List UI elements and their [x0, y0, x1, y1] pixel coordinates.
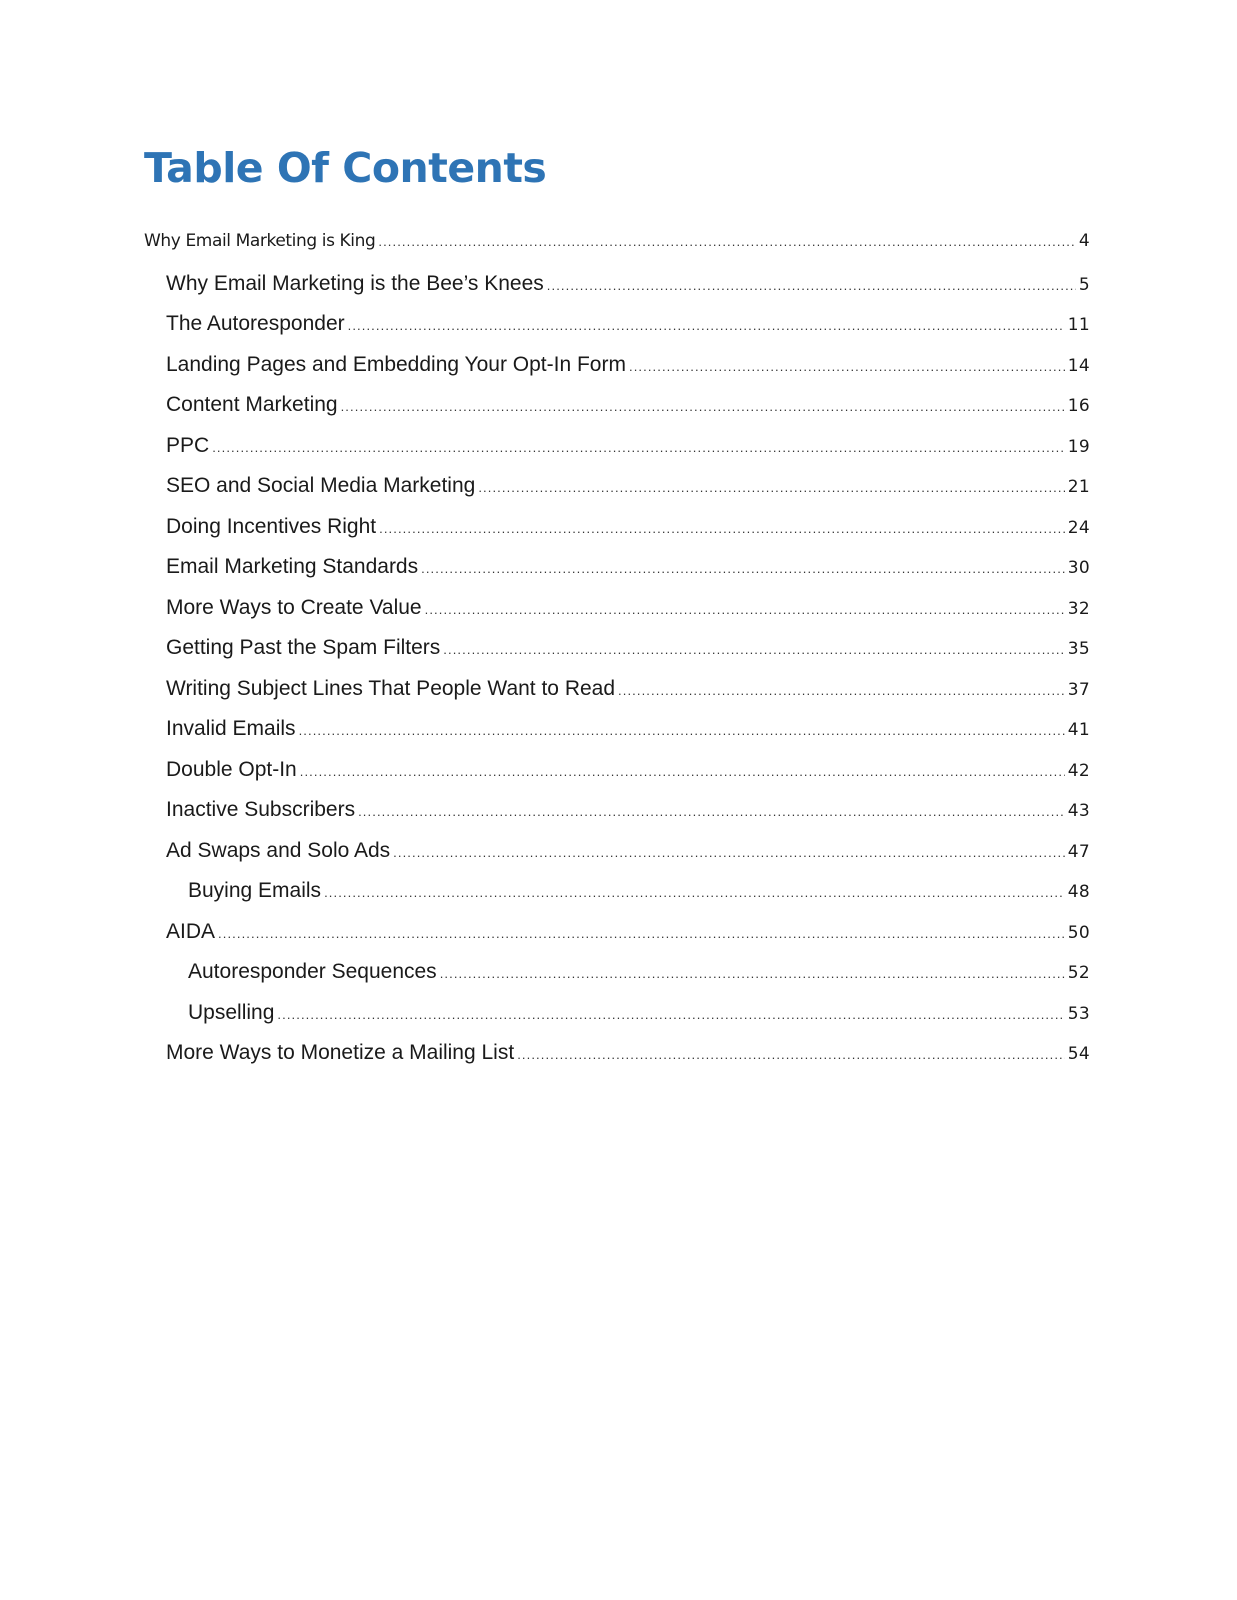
toc-entry-label: AIDA	[166, 919, 216, 943]
toc-entry-page-number: 16	[1067, 396, 1090, 416]
dot-leader	[299, 723, 1065, 738]
toc-entry-page-number: 53	[1067, 1003, 1090, 1024]
dot-leader	[358, 804, 1065, 819]
toc-entry[interactable]	[166, 758, 1090, 790]
toc-entry-label: Landing Pages and Embedding Your Opt-In Form	[166, 352, 626, 376]
toc-entry-page-number: 32	[1067, 598, 1090, 619]
toc-entry[interactable]	[166, 717, 1090, 749]
toc-entry-page-number: 37	[1067, 679, 1090, 700]
toc-entry-label: SEO and Social Media Marketing	[166, 474, 476, 497]
toc-entry-page-number: 43	[1067, 801, 1090, 821]
toc-entry-page-number: 21	[1067, 477, 1090, 497]
toc-entry-label: Ad Swaps and Solo Ads	[166, 838, 391, 862]
toc-entry-page-number: 11	[1067, 315, 1090, 335]
dot-leader	[425, 602, 1065, 617]
toc-entry-label: Why Email Marketing is King	[144, 231, 376, 251]
toc-entry[interactable]	[166, 839, 1090, 871]
dot-leader	[393, 845, 1065, 860]
toc-entry-label: The Autoresponder	[166, 312, 345, 335]
toc-entry-page-number: 35	[1067, 639, 1090, 659]
dot-leader	[212, 440, 1065, 455]
toc-entry-page-number: 50	[1067, 922, 1090, 943]
toc-entry-page-number: 4	[1078, 231, 1090, 251]
toc-entry-label: Email Marketing Standards	[166, 555, 419, 578]
toc-entry-page-number: 52	[1067, 963, 1090, 983]
dot-leader	[478, 480, 1064, 495]
toc-entry-page-number: 48	[1067, 882, 1090, 902]
toc-entry-page-number: 30	[1067, 558, 1090, 578]
dot-leader	[517, 1047, 1065, 1062]
toc-entry-page-number: 19	[1067, 436, 1090, 457]
toc-entry[interactable]	[166, 677, 1090, 709]
toc-entry-page-number: 5	[1078, 274, 1090, 295]
toc-entry-page-number: 54	[1067, 1044, 1090, 1064]
toc-entry[interactable]	[188, 879, 1090, 911]
dot-leader	[547, 278, 1076, 293]
toc-entry[interactable]	[166, 474, 1090, 506]
toc-entry[interactable]	[166, 920, 1090, 952]
toc-entry[interactable]	[166, 555, 1090, 587]
dot-leader	[324, 885, 1065, 900]
toc-entry-page-number: 47	[1067, 841, 1090, 862]
dot-leader	[421, 561, 1065, 576]
dot-leader	[440, 966, 1065, 981]
toc-entry[interactable]	[166, 353, 1090, 385]
page-title: Table Of Contents	[144, 144, 547, 192]
toc-entry-label: Content Marketing	[166, 393, 338, 416]
dot-leader	[379, 521, 1065, 536]
toc-entry[interactable]	[166, 515, 1090, 547]
toc-entry-label: PPC	[166, 433, 210, 457]
toc-entry-label: More Ways to Monetize a Mailing List	[166, 1041, 515, 1064]
dot-leader	[218, 926, 1065, 941]
toc-entry-label: Buying Emails	[188, 879, 322, 902]
dot-leader	[443, 642, 1064, 657]
toc-entry[interactable]	[166, 272, 1090, 304]
dot-leader	[341, 399, 1065, 414]
toc-entry-page-number: 14	[1067, 355, 1090, 376]
toc-entry-label: Getting Past the Spam Filters	[166, 636, 441, 659]
dot-leader	[348, 318, 1065, 333]
dot-leader	[277, 1007, 1064, 1022]
toc-entry-page-number: 24	[1067, 517, 1090, 538]
dot-leader	[618, 683, 1065, 698]
toc-entry-page-number: 41	[1067, 720, 1090, 740]
toc-entry-label: Double Opt-In	[166, 757, 297, 781]
dot-leader	[629, 359, 1065, 374]
toc-entry-label: Invalid Emails	[166, 717, 296, 740]
toc-entry-label: More Ways to Create Value	[166, 595, 422, 619]
toc-entry-label: Doing Incentives Right	[166, 514, 377, 538]
toc-entry-page-number: 42	[1067, 760, 1090, 781]
toc-entry[interactable]	[188, 1001, 1090, 1033]
toc-entry[interactable]	[166, 798, 1090, 830]
dot-leader	[300, 764, 1065, 779]
toc-entry[interactable]	[188, 960, 1090, 992]
toc-entry-label: Upselling	[188, 1000, 275, 1024]
toc-entry[interactable]	[144, 231, 1090, 263]
toc-entry[interactable]	[166, 1041, 1090, 1073]
toc-entry[interactable]	[166, 596, 1090, 628]
toc-entry-label: Inactive Subscribers	[166, 798, 356, 821]
toc-entry-label: Writing Subject Lines That People Want to Read	[166, 676, 616, 700]
toc-entry[interactable]	[166, 393, 1090, 425]
dot-leader	[378, 234, 1076, 249]
toc-entry[interactable]	[166, 434, 1090, 466]
toc-entry-label: Why Email Marketing is the Bee’s Knees	[166, 271, 544, 295]
toc-entry-label: Autoresponder Sequences	[188, 960, 437, 983]
toc-entry[interactable]	[166, 312, 1090, 344]
toc-entry[interactable]	[166, 636, 1090, 668]
